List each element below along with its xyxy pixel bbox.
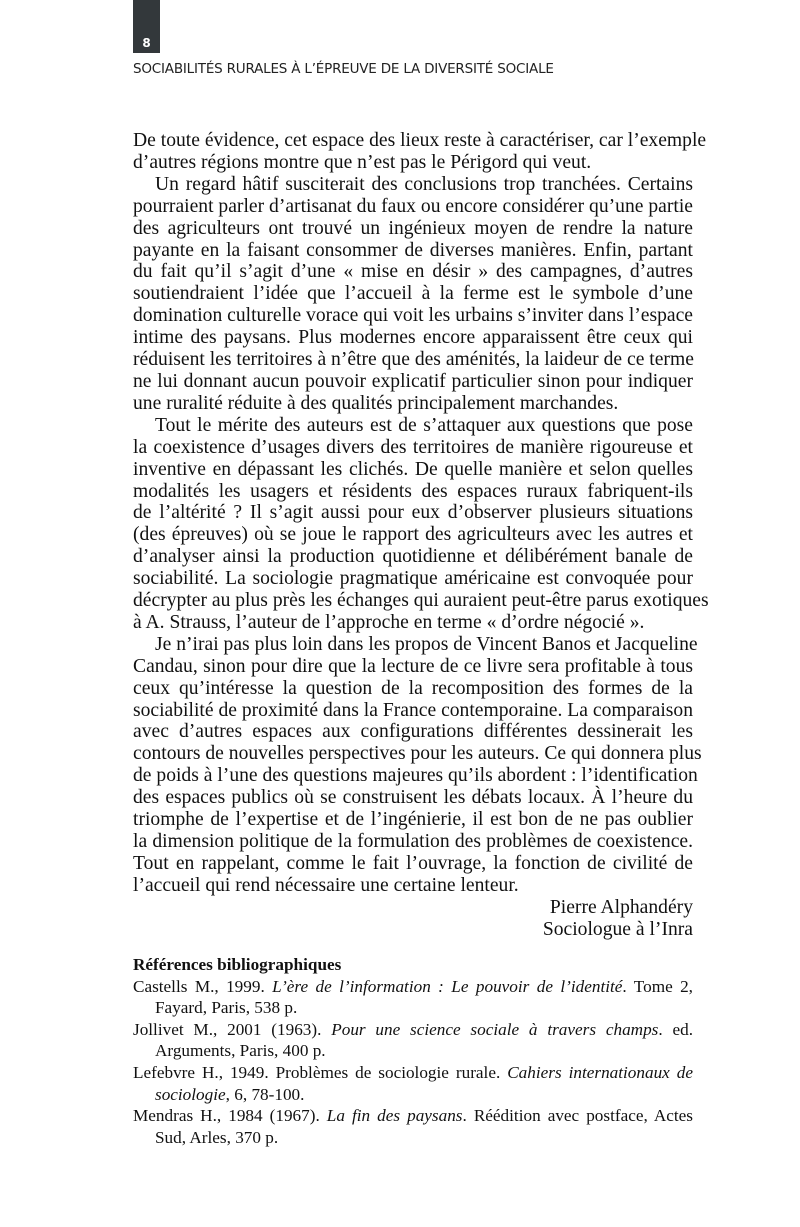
page-number-tab bbox=[133, 0, 160, 53]
references-section bbox=[133, 954, 693, 1148]
text-line: payante en la faisant consommer de diverses manières. Enfin, partant bbox=[133, 239, 693, 261]
reference-line bbox=[133, 1019, 693, 1041]
text-line: Candau, sinon pour dire que la lecture de ce livre sera profitable à tous bbox=[133, 655, 693, 677]
text-line: ne lui donnant aucun pouvoir explicatif particulier sinon pour indiquer bbox=[133, 370, 693, 392]
paragraph bbox=[133, 414, 709, 634]
reference-title: sociologie bbox=[155, 1084, 226, 1104]
text-line: d’autres régions montre que n’est pas le Périgord qui veut. bbox=[133, 151, 592, 173]
text-line: triomphe de l’expertise et de l’ingénierie, il est bon de ne pas oublier bbox=[133, 809, 693, 831]
reference-line bbox=[133, 1127, 693, 1149]
reference-details: , 6, 78-100. bbox=[225, 1084, 305, 1104]
text-line: de poids à l’une des questions majeures qu’ils abordent : l’identification bbox=[133, 765, 698, 787]
text-line: l’accueil qui rend nécessaire une certaine lenteur. bbox=[133, 874, 519, 896]
body-text bbox=[133, 130, 709, 941]
reference-item bbox=[133, 1019, 693, 1062]
reference-details: Arguments, Paris, 400 p. bbox=[155, 1041, 326, 1061]
text-line: une ruralité réduite à des qualités principalement marchandes. bbox=[133, 392, 619, 414]
reference-line bbox=[133, 1040, 693, 1062]
text-line: d’analyser ainsi la production quotidienne et délibérément banale de bbox=[133, 546, 693, 568]
references-list bbox=[133, 976, 693, 1149]
text-line: soutiendraient l’idée que l’accueil à la ferme est le symbole d’une bbox=[133, 283, 693, 305]
text-line: Tout le mérite des auteurs est de s’attaquer aux questions que pose bbox=[155, 414, 693, 436]
reference-author: Lefebvre H., 1949. Problèmes de sociologie rurale. bbox=[133, 1062, 508, 1082]
text-line: sociabilité. La sociologie pragmatique américaine est convoquée pour bbox=[133, 568, 693, 590]
reference-author: Jollivet M., 2001 (1963). bbox=[133, 1019, 332, 1039]
text-line: la dimension politique de la formulation des problèmes de coexistence. bbox=[133, 831, 693, 852]
reference-title: Cahiers internationaux de bbox=[507, 1062, 693, 1082]
text-line: (des épreuves) où se joue le rapport des agriculteurs avec les autres et bbox=[133, 524, 693, 546]
reference-details: Fayard, Paris, 538 p. bbox=[155, 998, 298, 1018]
text-line: ceux qu’intéresse la question de la recomposition des formes de la bbox=[133, 677, 693, 699]
reference-title: La fin des paysans bbox=[326, 1106, 463, 1126]
running-head: SOCIABILITÉS RURALES À L’ÉPREUVE DE LA DIVERSITÉ SOCIALE bbox=[133, 61, 554, 77]
text-line: de l’altérité ? Il s’agit aussi pour eux d’observer plusieurs situations bbox=[133, 502, 693, 524]
text-line: du fait qu’il s’agit d’une « mise en désir » des campagnes, d’autres bbox=[133, 261, 693, 283]
reference-item bbox=[133, 976, 693, 1019]
reference-author: Mendras H., 1984 (1967). bbox=[133, 1106, 327, 1126]
text-line: Un regard hâtif susciterait des conclusions trop tranchées. Certains bbox=[155, 173, 693, 195]
reference-line bbox=[133, 976, 693, 998]
text-line: Je n’irai pas plus loin dans les propos de Vincent Banos et Jacqueline bbox=[155, 633, 698, 655]
reference-item bbox=[133, 1062, 693, 1105]
reference-line bbox=[133, 1084, 693, 1106]
signature-role: Sociologue à l’Inra bbox=[542, 918, 693, 940]
text-line: décrypter au plus près les échanges qui auraient peut-être parus exotiques bbox=[133, 590, 709, 612]
text-line: réduisent les territoires à n’être que des aménités, la laideur de ce terme bbox=[133, 349, 694, 371]
reference-line bbox=[133, 997, 693, 1019]
reference-details: Sud, Arles, 370 p. bbox=[155, 1127, 279, 1147]
reference-item bbox=[133, 1105, 693, 1148]
reference-line bbox=[133, 1105, 693, 1127]
text-line: De toute évidence, cet espace des lieux reste à caractériser, car l’exemple bbox=[133, 130, 707, 151]
text-line: la coexistence d’usages divers des territoires de manière rigoureuse et bbox=[133, 436, 693, 458]
reference-title: Pour une science sociale à travers champs bbox=[331, 1019, 659, 1039]
text-line: modalités les usagers et résidents des espaces ruraux fabriquent-ils bbox=[133, 480, 693, 502]
reference-line bbox=[133, 1062, 693, 1084]
text-line: inventive en dépassant les clichés. De quelle manière et selon quelles bbox=[133, 458, 693, 480]
signature-name: Pierre Alphandéry bbox=[549, 896, 693, 918]
text-line: intime des paysans. Plus modernes encore apparaissent être ceux qui bbox=[133, 327, 693, 349]
text-line: pourraient parler d’artisanat du faux ou encore considérer qu’une partie bbox=[133, 195, 693, 217]
paragraph bbox=[133, 174, 693, 415]
text-line: contours de nouvelles perspectives pour les auteurs. Ce qui donnera plus bbox=[133, 743, 702, 765]
text-line: à A. Strauss, l’auteur de l’approche en terme « d’ordre négocié ». bbox=[133, 611, 645, 633]
paragraph bbox=[133, 633, 702, 897]
page-number: 8 bbox=[142, 36, 151, 50]
text-line: sociabilité de proximité dans la France contemporaine. La comparaison bbox=[133, 699, 693, 721]
reference-details: . ed. bbox=[658, 1019, 693, 1039]
text-line: domination culturelle vorace qui voit les urbains s’inviter dans l’espace bbox=[133, 305, 693, 327]
reference-author: Castells M., 1999. bbox=[133, 976, 273, 996]
text-line: avec d’autres espaces aux configurations différentes dessinerait les bbox=[133, 721, 693, 743]
text-line: Tout en rappelant, comme le fait l’ouvrage, la fonction de civilité de bbox=[133, 852, 693, 874]
references-title: Références bibliographiques bbox=[133, 955, 342, 974]
paragraph bbox=[133, 130, 707, 174]
reference-details: . Tome 2, bbox=[622, 976, 693, 996]
reference-title: L’ère de l’information : Le pouvoir de l’identité bbox=[272, 976, 623, 996]
text-line: des espaces publics où se construisent les débats locaux. À l’heure du bbox=[133, 787, 693, 809]
text-line: des agriculteurs ont trouvé un ingénieux moyen de rendre la nature bbox=[133, 217, 693, 239]
reference-details: . Réédition avec postface, Actes bbox=[462, 1106, 693, 1126]
